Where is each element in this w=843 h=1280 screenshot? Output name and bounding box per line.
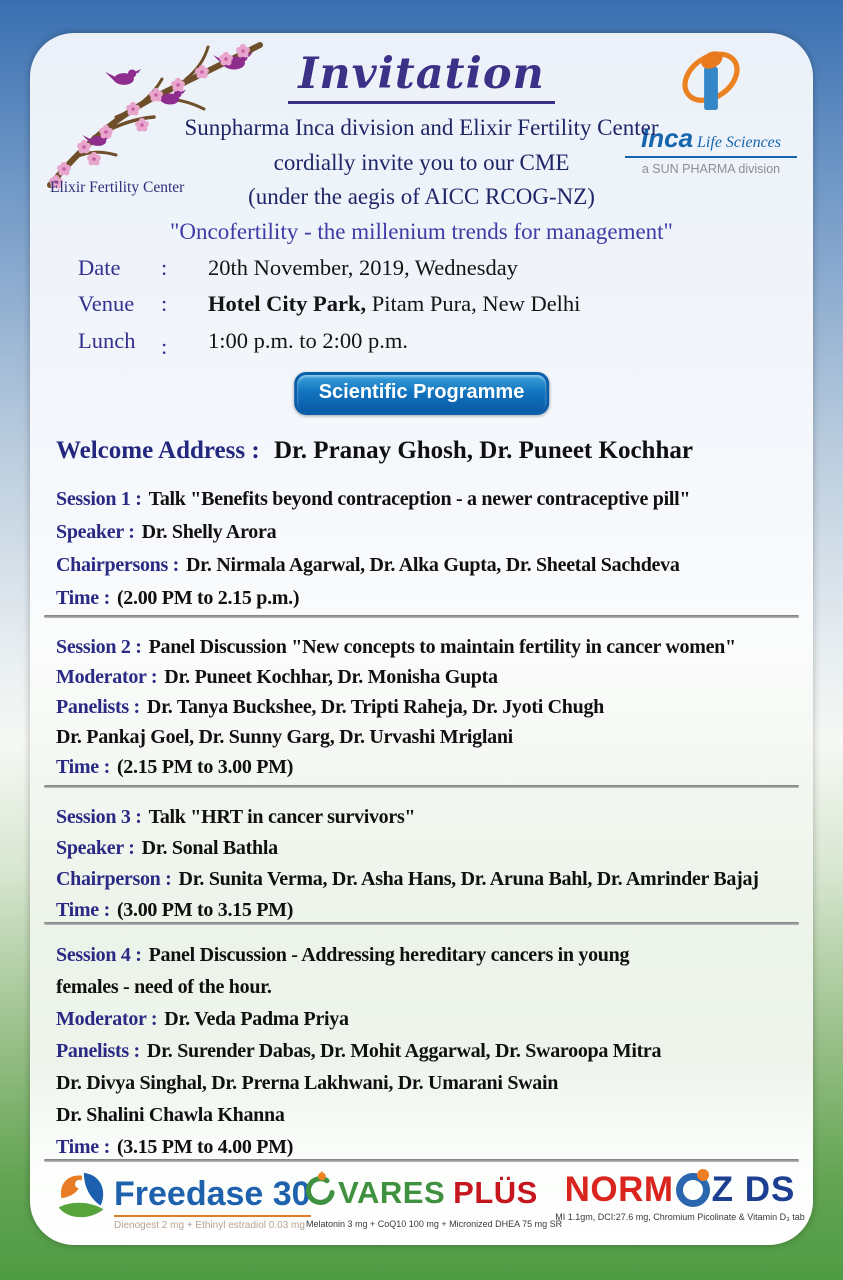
venue-rest: Pitam Pura, New Delhi	[366, 291, 581, 316]
session-line	[56, 1035, 807, 1067]
venue-label: Venue	[78, 291, 135, 316]
freedase-rule	[114, 1215, 311, 1217]
welcome-address-names: Dr. Pranay Ghosh, Dr. Puneet Kochhar	[273, 437, 693, 464]
session-line-label: Time :	[56, 587, 110, 609]
session-line	[56, 692, 807, 722]
session-2-block	[56, 632, 807, 782]
elixir-fertility-center-caption: Elixir Fertility Center	[50, 179, 185, 196]
scientific-programme-button[interactable]: Scientific Programme	[294, 372, 550, 415]
session-line-text: Talk "HRT in cancer survivors"	[148, 806, 416, 828]
session-1-block	[56, 483, 807, 615]
lunch-colon: :	[161, 334, 168, 359]
freedase-30-logo	[54, 1170, 311, 1235]
session-line	[56, 833, 807, 864]
session-line	[56, 549, 807, 582]
session-line-text: Panel Discussion "New concepts to maintain fertility in cancer women"	[148, 636, 736, 658]
session-line	[56, 632, 807, 662]
session-line	[56, 662, 807, 692]
session-line-label: Speaker :	[56, 837, 135, 859]
date-label: Date	[78, 255, 121, 280]
session-line-label: Time :	[56, 899, 110, 921]
section-divider	[44, 922, 799, 925]
session-line-text: (2.00 PM to 2.15 p.m.)	[116, 587, 300, 609]
session-line	[56, 939, 807, 971]
invitation-card	[30, 33, 813, 1245]
intro-line-1: Sunpharma Inca division and Elixir Fertility Center	[184, 115, 659, 140]
venue-hotel-bold: Hotel City Park,	[208, 291, 367, 316]
normoz-orange-dot	[697, 1169, 709, 1181]
session-line-text: Dr. Puneet Kochhar, Dr. Monisha Gupta	[164, 666, 498, 688]
session-line-text: Dr. Surender Dabas, Dr. Mohit Aggarwal, Dr. Swaroopa Mitra	[146, 1040, 662, 1062]
session-line-label: Session 1 :	[56, 488, 142, 510]
session-line-text: (3.00 PM to 3.15 PM)	[116, 899, 294, 921]
session-line-label: Moderator :	[56, 1008, 158, 1030]
session-line	[56, 752, 807, 782]
cme-theme-line: "Oncofertility - the millenium trends for management"	[170, 219, 673, 244]
session-line	[56, 722, 807, 752]
session-line-label: Speaker :	[56, 521, 135, 543]
intro-line-3: (under the aegis of AICC RCOG-NZ)	[248, 184, 595, 209]
session-line-text: Panel Discussion - Addressing hereditary cancers in young	[148, 944, 630, 966]
session-line	[56, 971, 807, 1003]
normoz-name-red: NORM	[564, 1170, 674, 1209]
session-line-text: Dr. Sunita Verma, Dr. Asha Hans, Dr. Aruna Bahl, Dr. Amrinder Bajaj	[178, 868, 759, 890]
session-line-label: Panelists :	[56, 1040, 140, 1062]
freedase-logo-icon	[54, 1170, 110, 1235]
ovares-logo-icon	[304, 1170, 338, 1215]
session-line-label: Time :	[56, 1136, 110, 1158]
session-line-text: Dr. Tanya Buckshee, Dr. Tripti Raheja, Dr. Jyoti Chugh	[146, 696, 604, 718]
lunch-label: Lunch	[78, 328, 136, 353]
session-line	[56, 864, 807, 895]
sun-pharma-division-text: a SUN PHARMA division	[641, 162, 781, 176]
welcome-address-label: Welcome Address :	[56, 437, 260, 464]
session-line-label: Chairperson :	[56, 868, 172, 890]
freedase-name: Freedase 30	[114, 1174, 311, 1213]
session-line-text: Dr. Pankaj Goel, Dr. Sunny Garg, Dr. Urvashi Mriglani	[56, 726, 513, 748]
welcome-address-line	[56, 437, 693, 465]
intro-line-2: cordially invite you to our CME	[273, 149, 570, 175]
venue-colon: :	[161, 291, 168, 316]
section-divider	[44, 615, 799, 618]
venue-value	[208, 291, 580, 317]
inca-life-sciences-text: Life Sciences	[697, 134, 781, 151]
normoz-ds-logo	[550, 1170, 810, 1222]
session-line	[56, 516, 807, 549]
session-line-text: females - need of the hour.	[56, 976, 272, 998]
session-line-label: Session 3 :	[56, 806, 142, 828]
session-line	[56, 1099, 807, 1131]
ovares-name-red: PLÜS	[453, 1174, 538, 1210]
session-line-text: Dr. Sonal Bathla	[141, 837, 278, 859]
session-line-text: Dr. Shalini Chawla Khanna	[56, 1104, 285, 1126]
session-line-label: Session 2 :	[56, 636, 142, 658]
session-line-label: Moderator :	[56, 666, 158, 688]
section-divider	[44, 1159, 799, 1162]
freedase-tagline: Dienogest 2 mg + Ethinyl estradiol 0.03 mg	[114, 1219, 305, 1231]
ovares-plus-logo	[306, 1170, 563, 1229]
session-3-block	[56, 802, 807, 926]
session-line	[56, 802, 807, 833]
normoz-o-icon	[676, 1173, 710, 1207]
ovares-tagline: Melatonin 3 mg + CoQ10 100 mg + Micronized DHEA 75 mg SR	[306, 1219, 563, 1229]
session-line	[56, 1067, 807, 1099]
intro-lines	[30, 111, 813, 215]
section-divider	[44, 785, 799, 788]
brand-logos-footer	[30, 1170, 813, 1242]
lunch-value: 1:00 p.m. to 2:00 p.m.	[208, 328, 409, 353]
invitation-title: Invitation	[288, 49, 555, 104]
session-line-text: Dr. Nirmala Agarwal, Dr. Alka Gupta, Dr. Sheetal Sachdeva	[186, 554, 680, 576]
normoz-name-blue: Z DS	[711, 1170, 796, 1209]
inca-name: Inca	[641, 123, 694, 153]
ovares-name-green: VARES	[338, 1174, 446, 1210]
session-4-block	[56, 939, 807, 1163]
session-line	[56, 582, 807, 615]
normoz-tagline: MI 1.1gm, DCI:27.6 mg, Chromium Picolinate & Vitamin D₃ tab	[555, 1212, 805, 1222]
session-line-text: Dr. Veda Padma Priya	[164, 1008, 349, 1030]
date-colon: :	[161, 255, 168, 280]
session-line-label: Time :	[56, 756, 110, 778]
date-value: 20th November, 2019, Wednesday	[208, 255, 518, 280]
session-line-text: Talk "Benefits beyond contraception - a newer contraceptive pill"	[148, 488, 691, 510]
session-line	[56, 1003, 807, 1035]
session-line-text: Dr. Shelly Arora	[141, 521, 277, 543]
session-line	[56, 483, 807, 516]
session-line-label: Panelists :	[56, 696, 140, 718]
session-line-text: (2.15 PM to 3.00 PM)	[116, 756, 294, 778]
session-line-text: (3.15 PM to 4.00 PM)	[116, 1136, 294, 1158]
session-line-label: Chairpersons :	[56, 554, 180, 576]
session-line-text: Dr. Divya Singhal, Dr. Prerna Lakhwani, Dr. Umarani Swain	[56, 1072, 559, 1094]
session-line-label: Session 4 :	[56, 944, 142, 966]
